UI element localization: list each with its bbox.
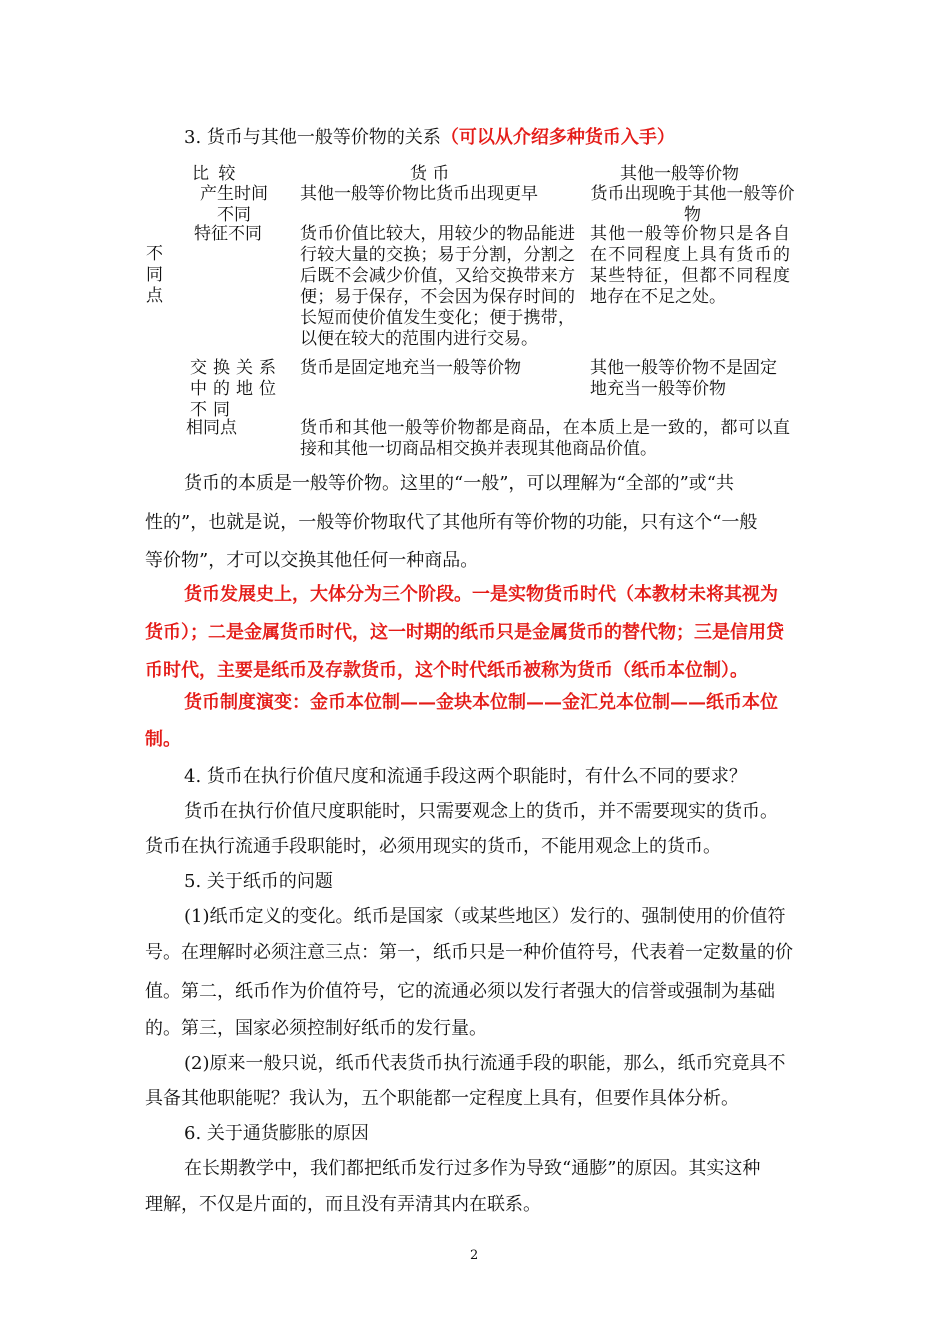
question-6-heading: 6. 关于通货膨胀的原因	[184, 1123, 369, 1144]
table-cell-money: 货币是固定地充当一般等价物	[300, 358, 521, 378]
paragraph-line: 货币在执行流通手段职能时，必须用现实的货币，不能用观念上的货币。	[145, 836, 721, 857]
paragraph-line: 具备其他职能呢？我认为，五个职能都一定程度上具有，但要作具体分析。	[145, 1088, 739, 1109]
highlight-line: 币时代，主要是纸币及存款货币，这个时代纸币被称为货币（纸币本位制）。	[145, 660, 748, 681]
highlight-line: 货币发展史上，大体分为三个阶段。一是实物货币时代（本教材未将其视为	[184, 584, 778, 605]
table-group-label: 不同点	[146, 244, 163, 306]
table-row-label: 产生时间不同	[200, 184, 268, 225]
highlight-line: 货币）；二是金属货币时代，这一时期的纸币只是金属货币的替代物；三是信用贷	[145, 622, 784, 643]
paragraph-line: 理解，不仅是片面的，而且没有弄清其内在联系。	[145, 1194, 541, 1215]
table-row-label: 特征不同	[194, 224, 262, 244]
comparison-table	[0, 0, 950, 460]
paragraph-line: 货币的本质是一般等价物。这里的“一般”，可以理解为“全部的”或“共	[184, 473, 735, 494]
question-5-heading: 5. 关于纸币的问题	[184, 871, 333, 892]
paragraph-line: 在长期教学中，我们都把纸币发行过多作为导致“通膨”的原因。其实这种	[184, 1158, 761, 1179]
section-3-title: 3. 货币与其他一般等价物的关系	[184, 127, 441, 148]
table-cell-money: 其他一般等价物比货币出现更早	[300, 184, 538, 204]
table-cell-other: 其他一般等价物只是各自在不同程度上具有货币的某些特征，但都不同程度地存在不足之处。	[590, 224, 790, 307]
table-cell-other: 货币出现晚于其他一般等价物	[590, 184, 795, 225]
paragraph-line: 性的”，也就是说，一般等价物取代了其他所有等价物的功能，只有这个“一般	[145, 512, 758, 533]
table-header-other: 其他一般等价物	[620, 164, 739, 184]
highlight-line: 货币制度演变：金币本位制——金块本位制——金汇兑本位制——纸币本位	[184, 692, 778, 713]
question-4-heading: 4. 货币在执行价值尺度和流通手段这两个职能时，有什么不同的要求？	[184, 766, 747, 787]
paragraph-line: 的。第三，国家必须控制好纸币的发行量。	[145, 1018, 487, 1039]
table-header-compare: 比 较	[192, 164, 238, 184]
paragraph-line: 号。在理解时必须注意三点：第一，纸币只是一种价值符号，代表着一定数量的价	[145, 942, 793, 963]
table-cell-other: 其他一般等价物不是固定地充当一般等价物	[590, 358, 777, 399]
paragraph-line: 等价物”，才可以交换其他任何一种商品。	[145, 550, 479, 571]
table-cell-money: 货币价值比较大，用较少的物品能进行较大量的交换；易于分割，分割之后既不会减少价值，又给交换带来方便；易于保存，不会因为保存时间的长短而使价值发生变化；便于携带，以便在较大的范围内进行交易。	[300, 224, 575, 349]
paragraph-line: (2)原来一般只说，纸币代表货币执行流通手段的职能，那么，纸币究竟具不	[184, 1053, 786, 1074]
table-header-money: 货 币	[410, 164, 450, 184]
paragraph-line: 货币在执行价值尺度职能时，只需要观念上的货币，并不需要现实的货币。	[184, 801, 778, 822]
section-3-note: （可以从介绍多种货币入手）	[440, 127, 675, 148]
highlight-line: 制。	[145, 729, 181, 750]
table-same-text: 货币和其他一般等价物都是商品，在本质上是一致的，都可以直接和其他一切商品相交换并表现其他商品价值。	[300, 418, 790, 459]
paragraph-line: 值。第二，纸币作为价值符号，它的流通必须以发行者强大的信誉或强制为基础	[145, 981, 775, 1002]
page-number: 2	[470, 1248, 479, 1263]
table-same-label: 相同点	[186, 418, 237, 438]
paragraph-line: (1)纸币定义的变化。纸币是国家（或某些地区）发行的、强制使用的价值符	[184, 906, 786, 927]
table-row-label: 交换关系中的地位不同	[190, 358, 282, 420]
